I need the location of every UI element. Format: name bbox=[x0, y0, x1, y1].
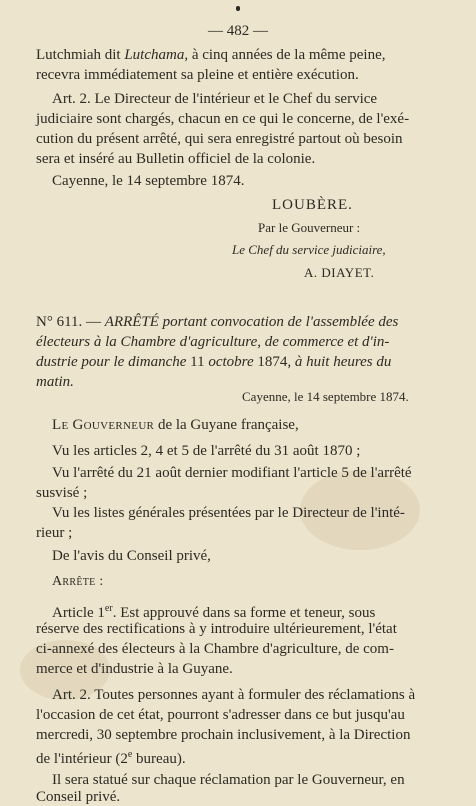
text-line: Art. 2. Le Directeur de l'intérieur et le Chef du service bbox=[52, 91, 378, 107]
article-2-line: mercredi, 30 septembre prochain inclusivement, à la Direction bbox=[36, 727, 411, 743]
arrete-heading-line bbox=[36, 313, 398, 331]
article-1-line bbox=[52, 600, 375, 622]
arrete-heading-line: électeurs à la Chambre d'agriculture, de commerce et d'in- bbox=[36, 334, 390, 350]
text-line-part: 1874 bbox=[257, 354, 288, 370]
italic-text: dustrie pour le dimanche bbox=[36, 354, 191, 370]
vu-line: Vu les articles 2, 4 et 5 de l'arrêté du 31 août 1870 ; bbox=[52, 443, 361, 459]
place-date: Cayenne, le 14 septembre 1874. bbox=[242, 389, 409, 404]
italic-text: , à huit heures du bbox=[287, 354, 392, 370]
page-number: — 482 — bbox=[208, 23, 268, 39]
text-line-part: . Est approuvé dans sa forme et teneur, sous bbox=[112, 605, 376, 621]
text-line-part: de l'intérieur (2 bbox=[36, 751, 128, 767]
ink-mark bbox=[236, 6, 240, 11]
arrete-heading-line bbox=[36, 353, 391, 371]
text-line bbox=[36, 46, 386, 64]
text-line: sera et inséré au Bulletin officiel de la colonie. bbox=[36, 151, 316, 167]
superscript: er bbox=[104, 603, 113, 614]
chef-name: A. DIAYET. bbox=[304, 265, 375, 280]
text-line: recevra immédiatement sa pleine et entière exécution. bbox=[36, 67, 359, 83]
text-line-part: Article 1 bbox=[52, 605, 105, 621]
arrete-heading-line: matin. bbox=[36, 374, 74, 390]
arrete-label: Arrête : bbox=[52, 574, 104, 589]
text-line-part: de la Guyane française, bbox=[154, 417, 299, 433]
chef-title: Le Chef du service judiciaire, bbox=[232, 242, 386, 257]
vu-line: susvisé ; bbox=[36, 485, 88, 501]
text-line-part: bureau). bbox=[132, 751, 186, 767]
text-line-part: , à cinq années de la même peine, bbox=[184, 47, 386, 63]
article-1-line: merce et d'industrie à la Guyane. bbox=[36, 661, 233, 677]
vu-line: Vu l'arrêté du 21 août dernier modifiant l'article 5 de l'arrêté bbox=[52, 465, 412, 481]
article-1-line: ci-annexé des électeurs à la Chambre d'agriculture, de com- bbox=[36, 641, 394, 657]
text-line-part: 11 bbox=[190, 354, 205, 370]
signatory-name: LOUBÈRE. bbox=[272, 197, 353, 213]
text-line: cution du présent arrêté, qui sera enregistré partout où besoin bbox=[36, 131, 403, 147]
small-caps-text: Le Gouverneur bbox=[52, 417, 155, 433]
final-line: Conseil privé. bbox=[36, 789, 121, 805]
article-2-line: l'occasion de cet état, pourront s'adresser dans ce but jusqu'au bbox=[36, 707, 405, 723]
par-le-gouverneur: Par le Gouverneur : bbox=[258, 220, 361, 235]
place-date: Cayenne, le 14 septembre 1874. bbox=[52, 173, 245, 189]
article-1-line: réserve des rectifications à y introduire ultérieurement, l'état bbox=[36, 621, 397, 637]
avis-line: De l'avis du Conseil privé, bbox=[52, 548, 211, 564]
text-line: judiciaire sont chargés, chacun en ce qui le concerne, de l'exé- bbox=[36, 111, 410, 127]
article-2-line bbox=[36, 746, 186, 768]
superscript: e bbox=[127, 749, 133, 760]
italic-text: ARRÊTÉ portant convocation de l'assemblée des bbox=[104, 314, 399, 330]
text-line-part: Lutchmiah dit bbox=[36, 47, 125, 63]
italic-name: Lutchama bbox=[124, 47, 185, 63]
text-line-part: N° 611. — bbox=[36, 314, 105, 330]
vu-line: Vu les listes générales présentées par le Directeur de l'inté- bbox=[52, 505, 405, 521]
article-2-line: Art. 2. Toutes personnes ayant à formuler des réclamations à bbox=[52, 687, 416, 703]
final-line: Il sera statué sur chaque réclamation par le Gouverneur, en bbox=[52, 772, 405, 788]
gouverneur-line bbox=[52, 416, 299, 434]
vu-line: rieur ; bbox=[36, 525, 73, 541]
italic-text: octobre bbox=[204, 354, 258, 370]
